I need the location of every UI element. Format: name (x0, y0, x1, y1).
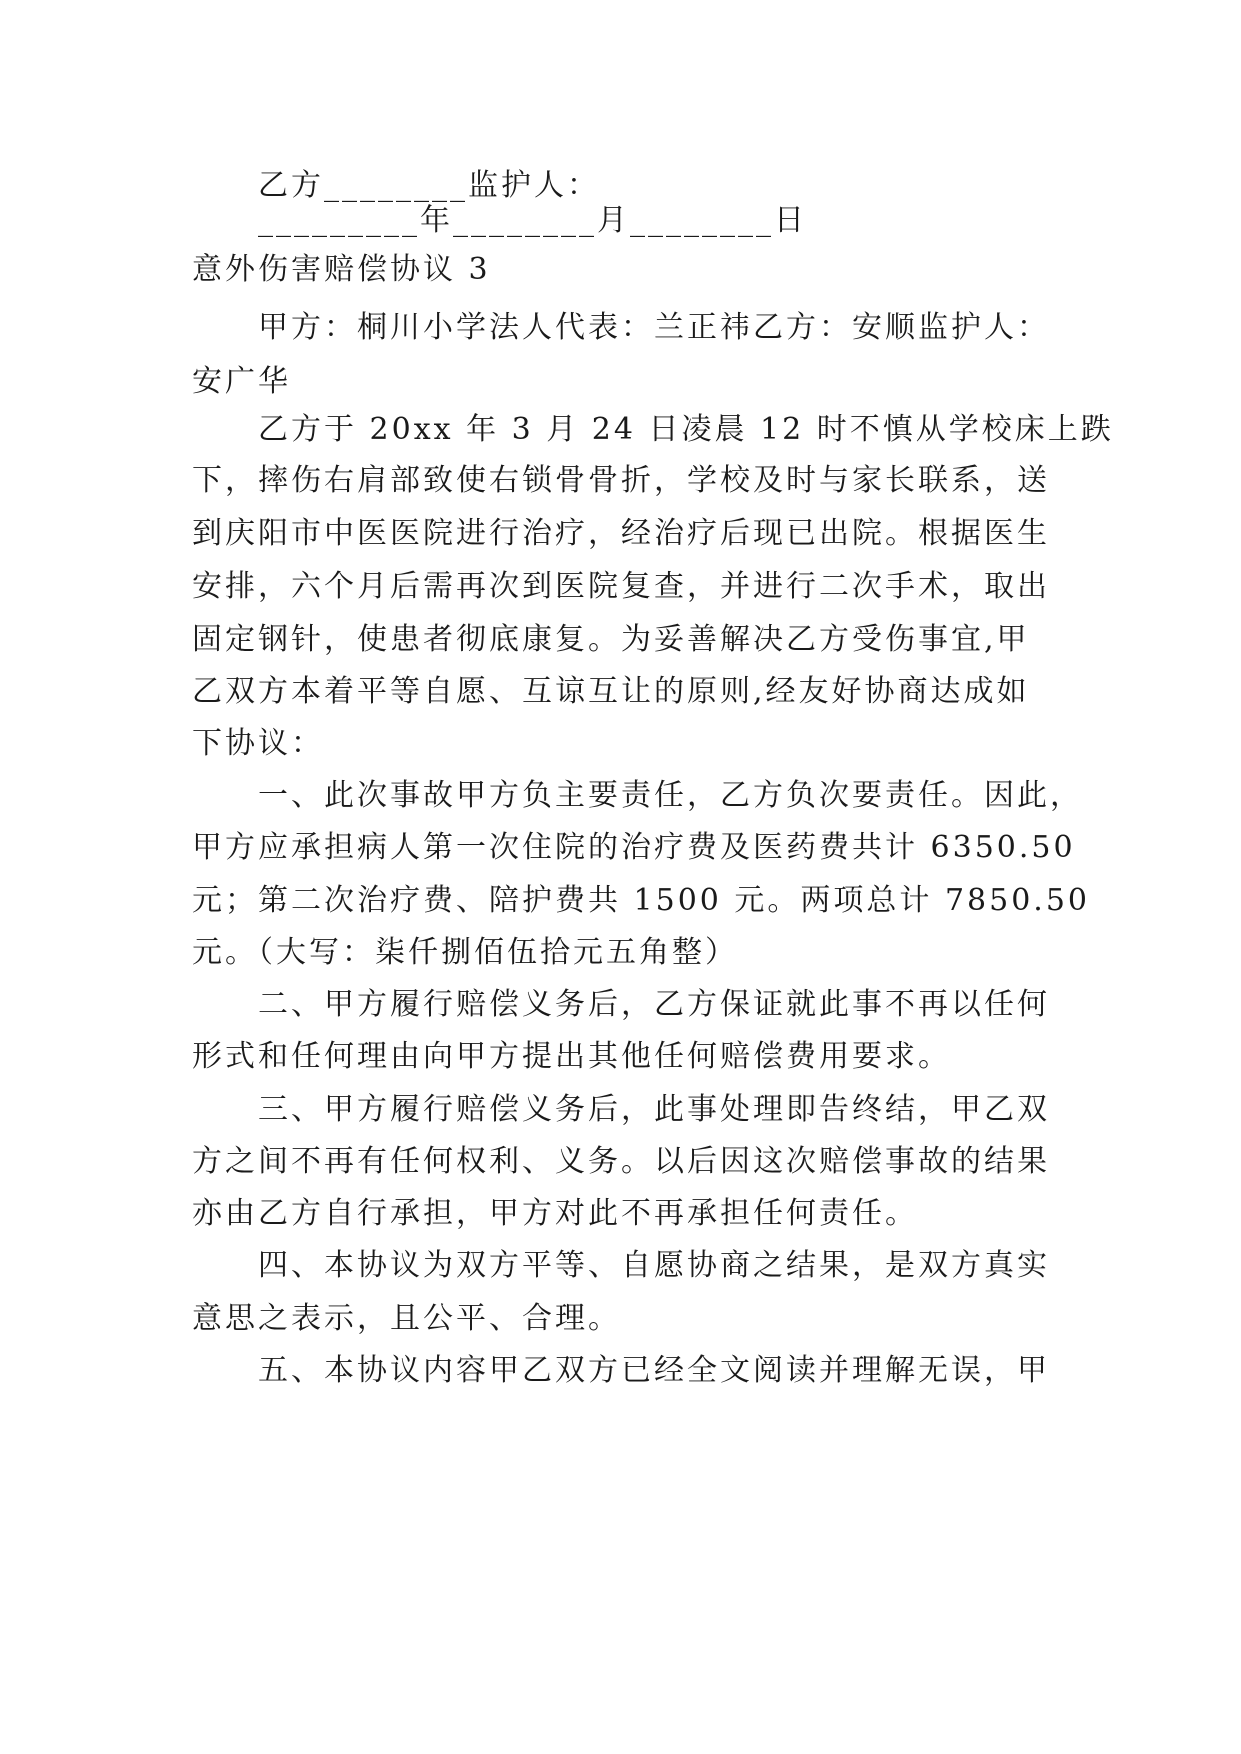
clause-5-line: 五、本协议内容甲乙双方已经全文阅读并理解无误，甲 (258, 1353, 1050, 1388)
date-line: _________年________月________日 (258, 203, 807, 238)
paragraph-line: 乙方于 20xx 年 3 月 24 日凌晨 12 时不慎从学校床上跌 (258, 412, 1114, 447)
paragraph-line: 固定钢针，使患者彻底康复。为妥善解决乙方受伤事宜,甲 (192, 622, 1030, 657)
clause-3-line: 三、甲方履行赔偿义务后，此事处理即告终结，甲乙双 (258, 1092, 1050, 1127)
guardian-signature-line: 乙方________监护人： (258, 168, 600, 203)
parties-line: 甲方：桐川小学法人代表：兰正祎乙方：安顺监护人： (258, 310, 1050, 345)
clause-1-line: 元。（大写：柒仟捌佰伍拾元五角整） (192, 935, 738, 970)
paragraph-line: 下协议： (192, 726, 324, 761)
paragraph-line: 安排，六个月后需再次到医院复查，并进行二次手术，取出 (192, 569, 1050, 604)
clause-3-line: 方之间不再有任何权利、义务。以后因这次赔偿事故的结果 (192, 1144, 1050, 1179)
section-title: 意外伤害赔偿协议 3 (192, 252, 491, 287)
clause-1-line: 一、此次事故甲方负主要责任，乙方负次要责任。因此， (258, 778, 1083, 813)
paragraph-line: 乙双方本着平等自愿、互谅互让的原则,经友好协商达成如 (192, 674, 1030, 709)
clause-4-line: 四、本协议为双方平等、自愿协商之结果，是双方真实 (258, 1248, 1050, 1283)
paragraph-line: 下，摔伤右肩部致使右锁骨骨折，学校及时与家长联系，送 (192, 463, 1050, 498)
clause-4-line: 意思之表示，且公平、合理。 (192, 1301, 621, 1336)
clause-2-line: 二、甲方履行赔偿义务后，乙方保证就此事不再以任何 (258, 987, 1050, 1022)
parties-line-cont: 安广华 (192, 364, 291, 399)
clause-2-line: 形式和任何理由向甲方提出其他任何赔偿费用要求。 (192, 1039, 951, 1074)
clause-1-line: 元；第二次治疗费、陪护费共 1500 元。两项总计 7850.50 (192, 883, 1091, 918)
clause-3-line: 亦由乙方自行承担，甲方对此不再承担任何责任。 (192, 1196, 918, 1231)
clause-1-line: 甲方应承担病人第一次住院的治疗费及医药费共计 6350.50 (192, 830, 1076, 865)
paragraph-line: 到庆阳市中医医院进行治疗，经治疗后现已出院。根据医生 (192, 516, 1050, 551)
